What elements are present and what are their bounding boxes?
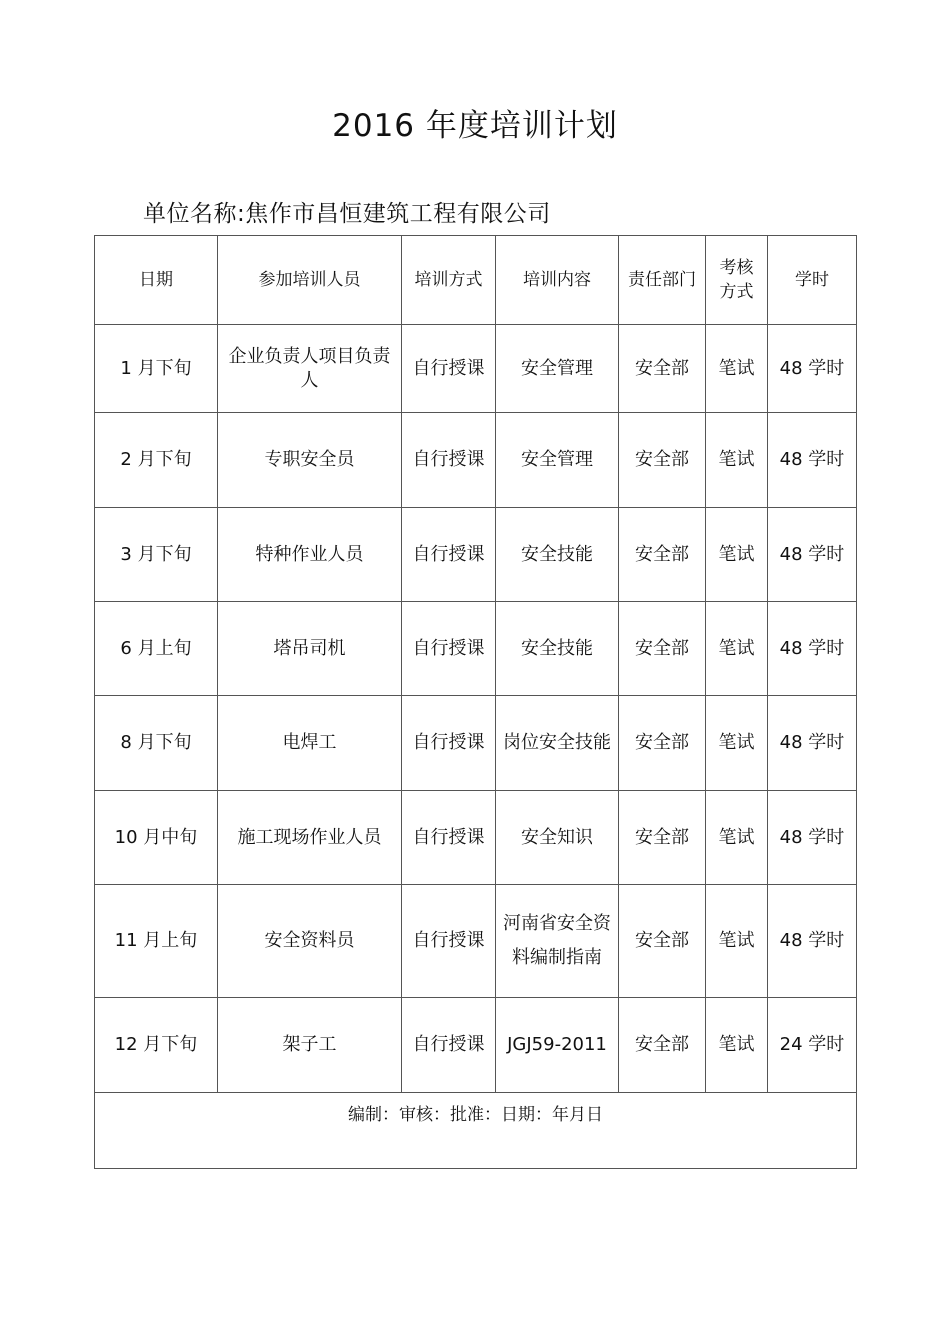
cell-assessment: 笔试 <box>706 696 768 791</box>
table-row <box>95 413 857 508</box>
table-row <box>95 602 857 696</box>
cell-content: 安全知识 <box>496 791 619 885</box>
cell-assessment: 笔试 <box>706 325 768 413</box>
cell-department: 安全部 <box>619 998 706 1093</box>
table-row <box>95 791 857 885</box>
table-header-row <box>95 236 857 325</box>
cell-method: 自行授课 <box>402 885 496 998</box>
cell-assessment: 笔试 <box>706 998 768 1093</box>
cell-method: 自行授课 <box>402 602 496 696</box>
cell-method: 自行授课 <box>402 791 496 885</box>
cell-hours: 48 学时 <box>768 325 857 413</box>
cell-participants: 安全资料员 <box>218 885 402 998</box>
header-content: 培训内容 <box>496 236 619 325</box>
cell-date: 2 月下旬 <box>95 413 218 508</box>
cell-hours: 48 学时 <box>768 602 857 696</box>
table-footer-row <box>95 1093 857 1169</box>
header-hours: 学时 <box>768 236 857 325</box>
cell-participants: 专职安全员 <box>218 413 402 508</box>
cell-content: 安全技能 <box>496 508 619 602</box>
cell-hours: 48 学时 <box>768 791 857 885</box>
cell-department: 安全部 <box>619 602 706 696</box>
cell-content: 安全管理 <box>496 413 619 508</box>
table-row <box>95 325 857 413</box>
cell-hours: 48 学时 <box>768 508 857 602</box>
cell-assessment: 笔试 <box>706 413 768 508</box>
table-row <box>95 508 857 602</box>
cell-date: 3 月下旬 <box>95 508 218 602</box>
header-department: 责任部门 <box>619 236 706 325</box>
cell-content: 岗位安全技能 <box>496 696 619 791</box>
cell-hours: 24 学时 <box>768 998 857 1093</box>
cell-date: 11 月上旬 <box>95 885 218 998</box>
training-plan-table <box>94 235 857 1169</box>
table-row <box>95 696 857 791</box>
cell-content: 安全管理 <box>496 325 619 413</box>
page-title: 2016 年度培训计划 <box>332 108 618 144</box>
cell-content: JGJ59-2011 <box>496 998 619 1093</box>
cell-date: 12 月下旬 <box>95 998 218 1093</box>
table-row <box>95 885 857 998</box>
cell-method: 自行授课 <box>402 696 496 791</box>
header-assessment: 考核方式 <box>706 236 768 325</box>
cell-assessment: 笔试 <box>706 791 768 885</box>
cell-method: 自行授课 <box>402 413 496 508</box>
cell-assessment: 笔试 <box>706 602 768 696</box>
cell-participants: 特种作业人员 <box>218 508 402 602</box>
header-method: 培训方式 <box>402 236 496 325</box>
cell-hours: 48 学时 <box>768 885 857 998</box>
cell-method: 自行授课 <box>402 508 496 602</box>
cell-content: 河南省安全资料编制指南 <box>496 885 619 998</box>
cell-participants: 施工现场作业人员 <box>218 791 402 885</box>
cell-assessment: 笔试 <box>706 885 768 998</box>
cell-department: 安全部 <box>619 696 706 791</box>
signature-footer: 编制：审核：批准：日期：年月日 <box>95 1093 857 1169</box>
cell-department: 安全部 <box>619 413 706 508</box>
cell-participants: 电焊工 <box>218 696 402 791</box>
cell-method: 自行授课 <box>402 325 496 413</box>
header-participants: 参加培训人员 <box>218 236 402 325</box>
cell-date: 6 月上旬 <box>95 602 218 696</box>
cell-participants: 塔吊司机 <box>218 602 402 696</box>
header-date: 日期 <box>95 236 218 325</box>
cell-participants: 架子工 <box>218 998 402 1093</box>
cell-date: 10 月中旬 <box>95 791 218 885</box>
cell-content: 安全技能 <box>496 602 619 696</box>
cell-assessment: 笔试 <box>706 508 768 602</box>
unit-name-line: 单位名称:焦作市昌恒建筑工程有限公司 <box>143 201 551 227</box>
cell-participants: 企业负责人项目负责人 <box>218 325 402 413</box>
cell-hours: 48 学时 <box>768 413 857 508</box>
table-row <box>95 998 857 1093</box>
cell-department: 安全部 <box>619 791 706 885</box>
cell-department: 安全部 <box>619 325 706 413</box>
cell-department: 安全部 <box>619 508 706 602</box>
cell-hours: 48 学时 <box>768 696 857 791</box>
cell-date: 8 月下旬 <box>95 696 218 791</box>
cell-method: 自行授课 <box>402 998 496 1093</box>
cell-date: 1 月下旬 <box>95 325 218 413</box>
cell-department: 安全部 <box>619 885 706 998</box>
